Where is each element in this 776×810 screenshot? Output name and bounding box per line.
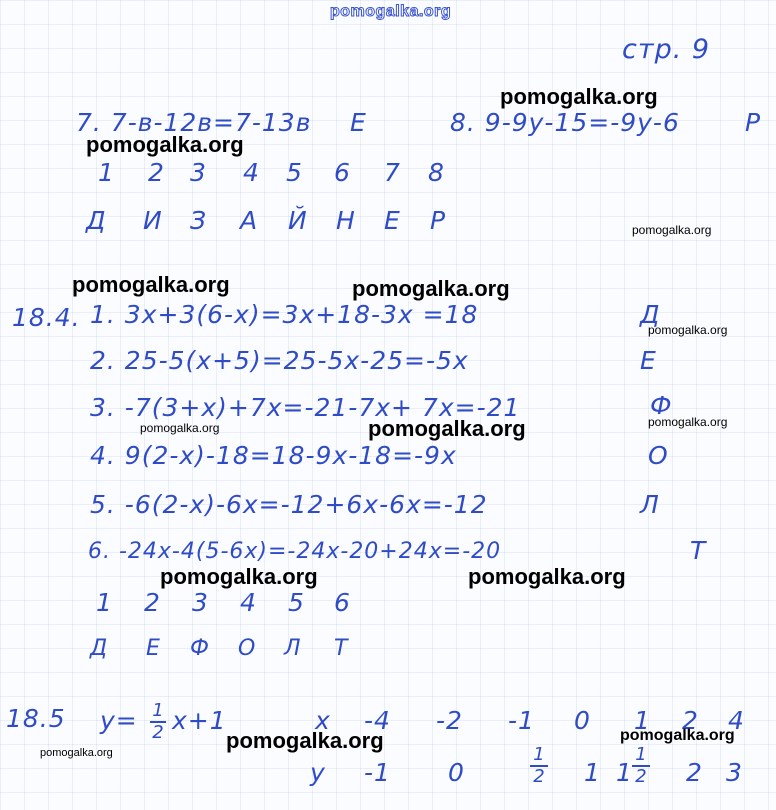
watermark: pomogalka.org [648,415,728,429]
fraction-numerator: 1 [152,700,164,721]
digit: 8 [428,158,445,187]
task185-function-prefix: y= [100,706,138,735]
task184-row-3: 3. -7(3+x)+7x=-21-7x+ 7x=-21 [90,393,521,422]
digit: 4 [243,158,260,187]
task184-letter-1: Д [640,300,661,329]
watermark: pomogalka.org [140,421,220,435]
fraction-denominator: 2 [635,766,647,787]
page-label: стр. 9 [622,34,711,65]
site-watermark-top: pomogalka.org [330,3,452,20]
letter: З [190,206,208,235]
letter: О [238,636,257,661]
x-label: x [315,706,331,735]
digit: 5 [288,588,305,617]
task8-letter: Р [745,108,762,137]
x-value: -4 [364,706,391,735]
watermark: pomogalka.org [160,564,318,589]
letter: Е [384,206,401,235]
task185-function-rest: x+1 [172,706,227,735]
y-value-mixed-fraction [632,746,650,786]
task184-row-2: 2. 25-5(x+5)=25-5x-25=-5x [90,346,469,375]
watermark: pomogalka.org [468,564,626,589]
digit: 1 [98,158,115,187]
letter: Д [86,206,107,235]
letter: Й [288,206,308,235]
task184-row-1: 1. 3x+3(6-x)=3x+18-3x =18 [90,300,479,329]
digit: 1 [96,588,113,617]
letter: Н [336,206,356,235]
digit: 5 [286,158,303,187]
digit: 4 [240,588,257,617]
letter: Р [430,206,447,235]
task184-letter-2: Е [640,346,657,375]
x-value: 1 [634,706,651,735]
digit: 6 [334,158,351,187]
y-value: -1 [364,758,391,787]
letter: Т [334,636,349,661]
watermark: pomogalka.org [86,132,244,157]
task184-letter-6: Т [690,536,707,565]
task184-row-4: 4. 9(2-x)-18=18-9x-18=-9x [90,441,457,470]
digit: 7 [384,158,401,187]
x-value: 0 [574,706,591,735]
task184-row-5: 5. -6(2-x)-6x=-12+6x-6x=-12 [90,490,488,519]
letter: Ф [190,636,210,661]
watermark: pomogalka.org [632,223,712,237]
task184-letter-5: Л [640,490,660,519]
letter: А [240,206,259,235]
x-value: 2 [682,706,699,735]
y-value: 1 [584,758,601,787]
watermark: pomogalka.org [72,272,230,297]
digit: 2 [144,588,161,617]
y-value: 2 [686,758,703,787]
y-value: 0 [448,758,465,787]
task7-expression: 7. 7-в-12в=7-13в [76,108,312,137]
task184-letter-3: Ф [650,391,673,420]
watermark: pomogalka.org [368,416,526,441]
task184-letter-4: О [648,441,669,470]
letter: Е [146,636,161,661]
letter: Л [284,636,302,661]
digit: 6 [334,588,351,617]
watermark: pomogalka.org [226,728,384,753]
watermark: pomogalka.org [620,727,735,744]
digit: 3 [190,158,207,187]
watermark: pomogalka.org [352,276,510,301]
x-value: 4 [728,706,745,735]
y-mixed-whole: 1 [616,758,633,787]
letter: И [143,206,163,235]
y-value-fraction [530,746,548,786]
x-value: -2 [436,706,463,735]
digit: 2 [148,158,165,187]
task184-row-6: 6. -24x-4(5-6x)=-24x-20+24x=-20 [88,539,502,564]
letter: Д [90,636,109,661]
task8-expression: 8. 9-9у-15=-9у-6 [450,108,680,137]
digit: 3 [192,588,209,617]
task185-function-fraction [150,702,166,742]
fraction-denominator: 2 [533,766,545,787]
x-value: -1 [508,706,535,735]
task7-letter: Е [350,108,367,137]
task185-number: 18.5 [6,704,66,733]
watermark: pomogalka.org [500,84,658,109]
y-label: y [310,758,326,787]
task184-number: 18.4. [12,303,81,332]
watermark: pomogalka.org [648,323,728,337]
watermark: pomogalka.org [40,747,113,759]
y-value: 3 [726,758,743,787]
fraction-numerator: 1 [635,744,647,765]
fraction-denominator: 2 [152,722,164,743]
fraction-numerator: 1 [533,744,545,765]
